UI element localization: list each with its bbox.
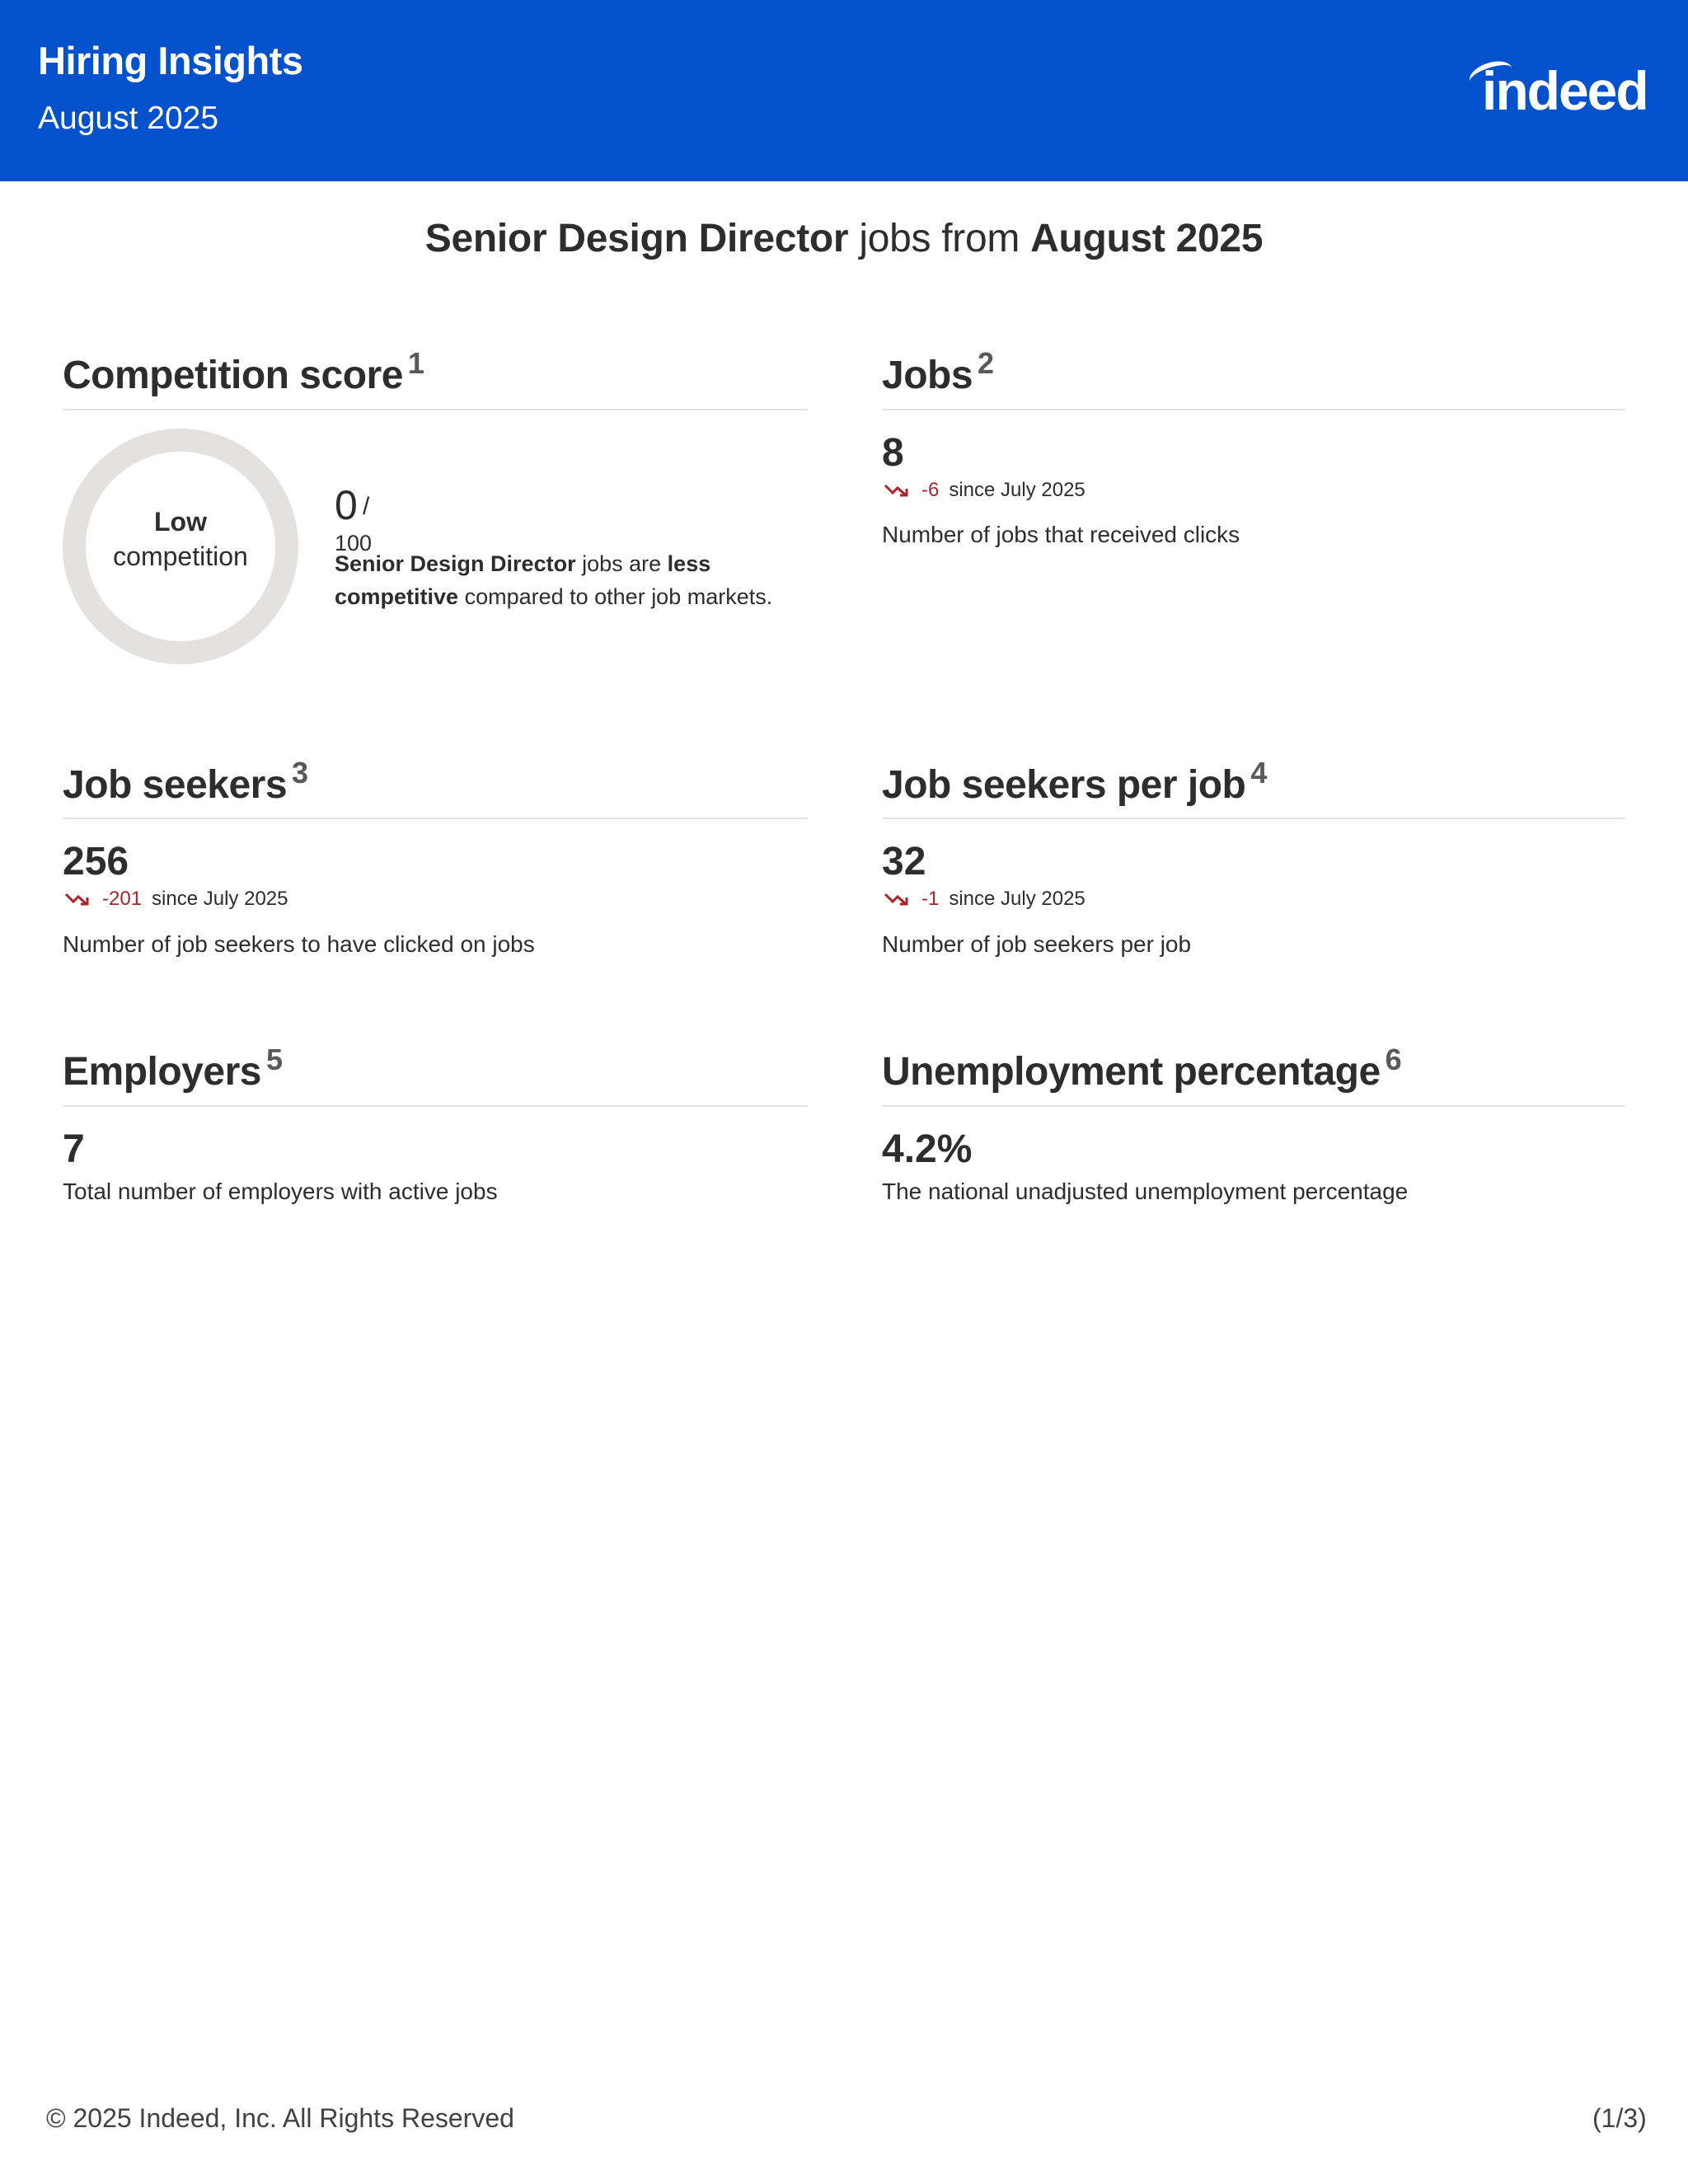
gauge-label-word: competition xyxy=(113,541,248,571)
competition-title-text: Competition score xyxy=(63,354,403,397)
seekers-per-job-delta: -1 xyxy=(921,888,940,910)
competition-title xyxy=(63,346,424,398)
page-title xyxy=(0,216,1688,261)
job-seekers-title xyxy=(63,756,308,808)
competition-text-end: compared to other job markets. xyxy=(464,584,773,609)
trend-down-icon xyxy=(64,890,91,908)
unemployment-footnote: 6 xyxy=(1385,1043,1402,1076)
page-title-role: Senior Design Director xyxy=(424,217,849,260)
jobs-since: since July 2025 xyxy=(949,479,1085,501)
employers-value: 7 xyxy=(63,1127,85,1171)
seekers-per-job-title-text: Job seekers per job xyxy=(882,763,1246,807)
seekers-per-job-divider xyxy=(882,818,1625,819)
competition-score-slash: / xyxy=(363,493,370,520)
jobs-value: 8 xyxy=(882,431,904,475)
competition-role: Senior Design Director xyxy=(335,551,576,576)
trend-down-icon xyxy=(884,481,910,499)
competition-description xyxy=(335,547,813,613)
seekers-per-job-footnote: 4 xyxy=(1250,756,1267,790)
indeed-logo xyxy=(1467,58,1657,124)
competition-section-heading xyxy=(63,346,424,398)
unemployment-divider xyxy=(882,1105,1625,1107)
employers-footnote: 5 xyxy=(265,1043,283,1076)
logo-text: indeed xyxy=(1482,60,1648,121)
jobs-description: Number of jobs that received clicks xyxy=(882,522,1240,547)
job-seekers-divider xyxy=(63,818,808,819)
competition-score-max: 100 xyxy=(335,531,373,555)
job-seekers-delta: -201 xyxy=(102,888,143,910)
unemployment-section-heading xyxy=(882,1043,1401,1094)
competition-text-mid: jobs are xyxy=(582,551,662,576)
footer-copyright: © 2025 Indeed, Inc. All Rights Reserved xyxy=(46,2103,514,2133)
page-title-period: August 2025 xyxy=(1030,217,1264,260)
jobs-divider xyxy=(882,409,1625,410)
job-seekers-value: 256 xyxy=(63,840,129,883)
jobs-section-heading xyxy=(882,346,994,398)
job-seekers-section-heading xyxy=(63,756,308,808)
job-seekers-trend xyxy=(64,884,288,914)
header-subtitle: August 2025 xyxy=(38,101,219,136)
employers-divider xyxy=(63,1105,808,1107)
gauge-label-level: Low xyxy=(154,507,207,537)
employers-title xyxy=(63,1043,282,1094)
job-seekers-description: Number of job seekers to have clicked on jobs xyxy=(63,931,535,957)
jobs-title-text: Jobs xyxy=(882,354,973,397)
seekers-per-job-description: Number of job seekers per job xyxy=(882,931,1192,957)
competition-text-bold: less competitive xyxy=(335,551,711,609)
job-seekers-title-text: Job seekers xyxy=(63,763,288,807)
unemployment-value: 4.2% xyxy=(882,1127,973,1171)
jobs-delta: -6 xyxy=(921,479,940,501)
unemployment-title-text: Unemployment percentage xyxy=(882,1050,1381,1094)
competition-divider xyxy=(63,409,808,410)
seekers-per-job-trend xyxy=(884,884,1085,914)
competition-score: 0 xyxy=(335,482,358,528)
unemployment-title xyxy=(882,1043,1401,1094)
job-seekers-since: since July 2025 xyxy=(152,888,288,910)
trend-down-icon xyxy=(884,890,910,908)
footer-page-number: (1/3) xyxy=(1592,2103,1647,2133)
header-title: Hiring Insights xyxy=(38,39,303,82)
unemployment-description: The national unadjusted unemployment percentage xyxy=(882,1179,1409,1204)
job-seekers-footnote: 3 xyxy=(292,756,308,790)
report-header xyxy=(0,0,1688,181)
employers-section-heading xyxy=(63,1043,282,1094)
competition-footnote: 1 xyxy=(407,346,424,380)
employers-description: Total number of employers with active jobs xyxy=(63,1179,498,1204)
jobs-footnote: 2 xyxy=(978,346,994,380)
seekers-per-job-title xyxy=(882,756,1267,808)
seekers-per-job-since: since July 2025 xyxy=(949,888,1085,910)
employers-title-text: Employers xyxy=(63,1050,261,1094)
page-title-middle: jobs from xyxy=(859,217,1020,260)
jobs-title xyxy=(882,346,994,398)
jobs-trend xyxy=(884,476,1085,505)
seekers-per-job-value: 32 xyxy=(882,840,926,883)
seekers-per-job-section-heading xyxy=(882,756,1267,808)
